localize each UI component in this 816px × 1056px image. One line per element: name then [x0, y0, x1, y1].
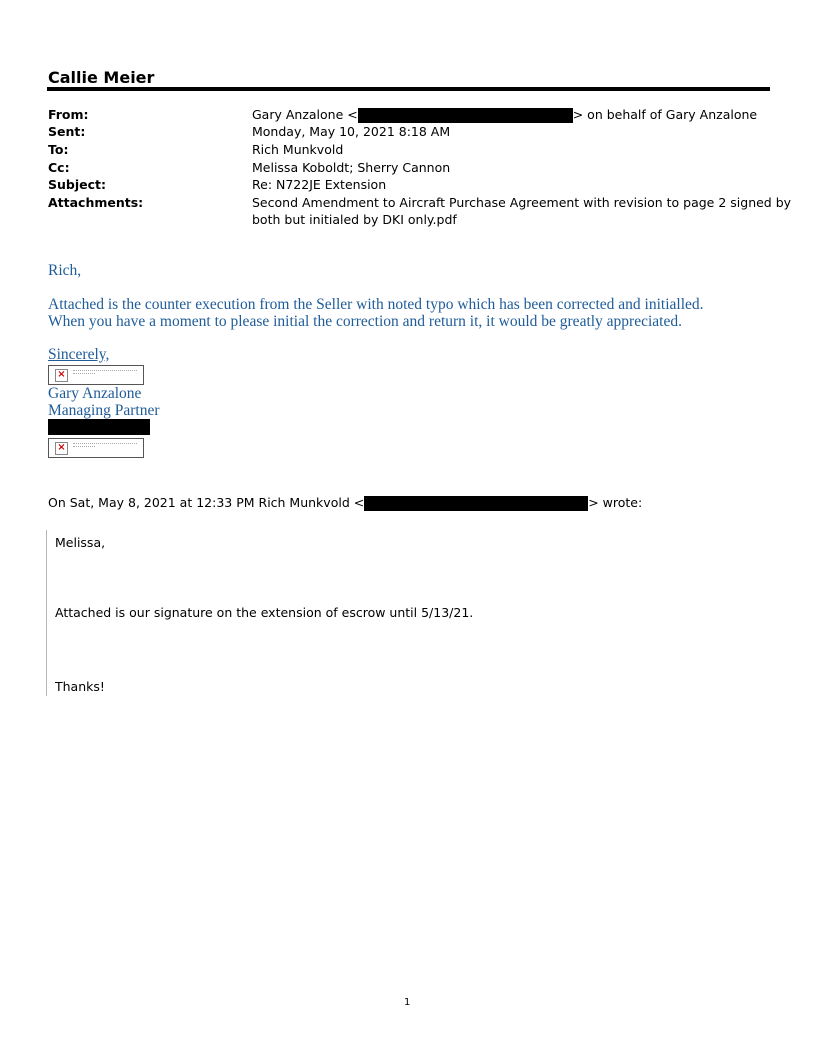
quoted-signoff: Thanks! — [55, 679, 105, 694]
logo-image-placeholder — [48, 438, 144, 458]
cc-label: Cc: — [48, 160, 70, 175]
page-number: 1 — [404, 997, 411, 1008]
subject-value: Re: N722JE Extension — [252, 177, 387, 192]
attachments-label: Attachments: — [48, 195, 144, 210]
quoted-intro — [48, 495, 642, 511]
from-value — [252, 106, 757, 124]
to-value: Rich Munkvold — [252, 142, 344, 157]
quoted-message: Attached is our signature on the extension of escrow until 5/13/21. — [55, 605, 474, 620]
cc-value: Melissa Koboldt; Sherry Cannon — [252, 160, 451, 175]
quoted-intro-suffix: > wrote: — [588, 495, 643, 510]
redacted-signature-contact — [48, 419, 150, 435]
greeting: Rich, — [48, 262, 82, 279]
sent-value: Monday, May 10, 2021 8:18 AM — [252, 124, 451, 139]
header-rule — [47, 87, 770, 91]
signature-title: Managing Partner — [48, 402, 160, 419]
placeholder-text-lines — [73, 446, 95, 449]
broken-image-icon: × — [55, 369, 68, 382]
from-label: From: — [48, 107, 89, 122]
quoted-intro-prefix: On Sat, May 8, 2021 at 12:33 PM Rich Munkvold < — [48, 495, 365, 510]
redacted-email — [364, 496, 588, 511]
quote-bar — [46, 530, 47, 696]
subject-label: Subject: — [48, 177, 106, 192]
signature-name: Gary Anzalone — [48, 385, 142, 402]
from-name: Gary Anzalone < — [252, 107, 358, 122]
signature-image-placeholder — [48, 365, 144, 385]
quoted-greeting: Melissa, — [55, 535, 106, 550]
broken-image-icon: × — [55, 442, 68, 455]
placeholder-text-lines — [73, 373, 95, 376]
redacted-email — [358, 108, 573, 123]
attachment-name-line1[interactable]: Second Amendment to Aircraft Purchase Agreement with revision to page 2 signed by — [252, 195, 792, 210]
body-line-1: Attached is the counter execution from the Seller with noted typo which has been corrected and initialled. — [48, 296, 704, 313]
closing: Sincerely, — [48, 346, 110, 363]
from-suffix: > on behalf of Gary Anzalone — [572, 107, 758, 122]
attachment-name-line2[interactable]: both but initialed by DKI only.pdf — [252, 212, 457, 227]
to-label: To: — [48, 142, 69, 157]
sent-label: Sent: — [48, 124, 86, 139]
document-owner-name: Callie Meier — [48, 68, 155, 87]
body-line-2: When you have a moment to please initial the correction and return it, it would be greatly appreciated. — [48, 313, 682, 330]
